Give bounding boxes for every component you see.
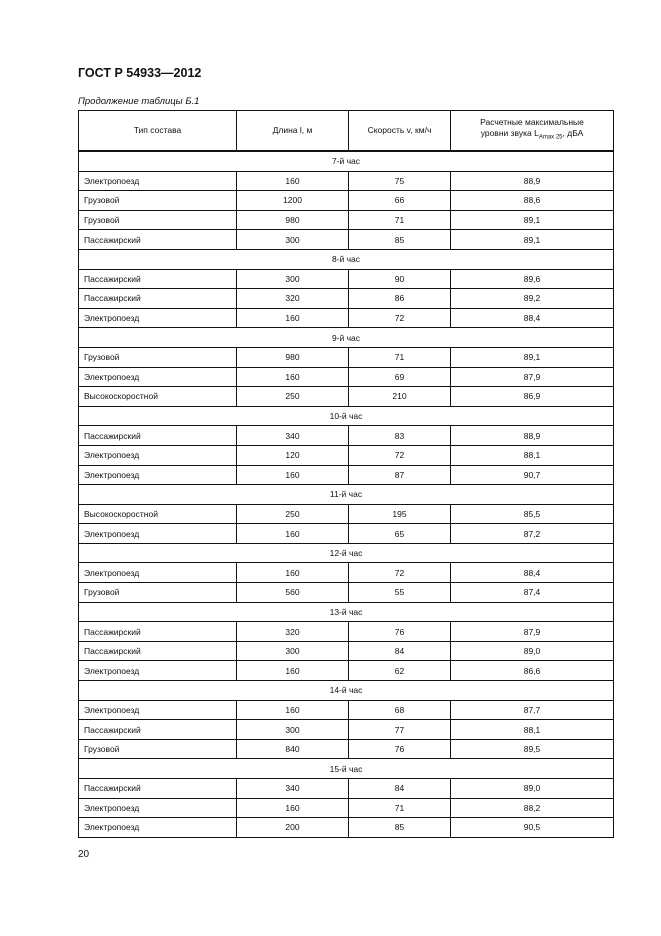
cell-type: Пассажирский: [79, 269, 237, 289]
cell-speed: 72: [349, 563, 451, 583]
cell-level: 89,6: [451, 269, 614, 289]
group-row: [79, 249, 614, 269]
table-row: [79, 269, 614, 289]
cell-type: Электропоезд: [79, 171, 237, 191]
table-row: [79, 387, 614, 407]
cell-level: 90,5: [451, 818, 614, 838]
group-label: 15-й час: [79, 759, 614, 779]
table-row: [79, 504, 614, 524]
table-row: [79, 230, 614, 250]
cell-length: 300: [237, 720, 349, 740]
cell-type: Пассажирский: [79, 779, 237, 799]
page-number: 20: [78, 849, 90, 860]
cell-length: 160: [237, 700, 349, 720]
cell-length: 160: [237, 524, 349, 544]
group-label: 13-й час: [79, 602, 614, 622]
cell-type: Электропоезд: [79, 445, 237, 465]
table-row: [79, 367, 614, 387]
cell-level: 89,0: [451, 641, 614, 661]
cell-type: Электропоезд: [79, 798, 237, 818]
cell-type: Грузовой: [79, 739, 237, 759]
cell-level: 88,4: [451, 563, 614, 583]
cell-length: 160: [237, 308, 349, 328]
cell-speed: 87: [349, 465, 451, 485]
group-label: 8-й час: [79, 249, 614, 269]
table-row: [79, 700, 614, 720]
cell-type: Высокоскоростной: [79, 504, 237, 524]
group-label: 14-й час: [79, 681, 614, 701]
group-row: [79, 328, 614, 348]
cell-length: 200: [237, 818, 349, 838]
cell-level: 89,2: [451, 289, 614, 309]
cell-length: 340: [237, 426, 349, 446]
cell-speed: 76: [349, 622, 451, 642]
cell-length: 160: [237, 661, 349, 681]
cell-type: Пассажирский: [79, 720, 237, 740]
cell-type: Пассажирский: [79, 230, 237, 250]
cell-type: Электропоезд: [79, 661, 237, 681]
cell-speed: 68: [349, 700, 451, 720]
table-row: [79, 191, 614, 211]
cell-level: 89,1: [451, 230, 614, 250]
cell-speed: 71: [349, 347, 451, 367]
table-header-row: [79, 111, 614, 152]
cell-speed: 85: [349, 230, 451, 250]
cell-speed: 85: [349, 818, 451, 838]
cell-speed: 76: [349, 739, 451, 759]
cell-speed: 195: [349, 504, 451, 524]
cell-length: 160: [237, 171, 349, 191]
cell-type: Электропоезд: [79, 308, 237, 328]
table-row: [79, 347, 614, 367]
cell-level: 86,6: [451, 661, 614, 681]
group-row: [79, 151, 614, 171]
cell-speed: 66: [349, 191, 451, 211]
table-row: [79, 289, 614, 309]
cell-type: Пассажирский: [79, 622, 237, 642]
cell-length: 980: [237, 347, 349, 367]
table-row: [79, 739, 614, 759]
cell-speed: 62: [349, 661, 451, 681]
cell-level: 89,5: [451, 739, 614, 759]
cell-length: 160: [237, 465, 349, 485]
cell-length: 300: [237, 230, 349, 250]
table-row: [79, 720, 614, 740]
cell-speed: 75: [349, 171, 451, 191]
cell-type: Грузовой: [79, 210, 237, 230]
cell-level: 85,5: [451, 504, 614, 524]
cell-speed: 83: [349, 426, 451, 446]
cell-level: 88,9: [451, 426, 614, 446]
cell-type: Грузовой: [79, 583, 237, 603]
cell-type: Пассажирский: [79, 289, 237, 309]
cell-level: 88,6: [451, 191, 614, 211]
cell-speed: 72: [349, 308, 451, 328]
cell-level: 89,0: [451, 779, 614, 799]
cell-type: Пассажирский: [79, 426, 237, 446]
table-row: [79, 210, 614, 230]
data-table: [78, 110, 614, 838]
table-row: [79, 445, 614, 465]
cell-length: 160: [237, 367, 349, 387]
header-length: Длина l, м: [237, 111, 349, 152]
cell-level: 87,9: [451, 622, 614, 642]
cell-length: 160: [237, 798, 349, 818]
group-label: 11-й час: [79, 485, 614, 505]
cell-speed: 69: [349, 367, 451, 387]
cell-speed: 55: [349, 583, 451, 603]
table-row: [79, 308, 614, 328]
table-row: [79, 818, 614, 838]
cell-type: Электропоезд: [79, 367, 237, 387]
cell-level: 88,4: [451, 308, 614, 328]
cell-length: 250: [237, 504, 349, 524]
cell-length: 320: [237, 622, 349, 642]
cell-level: 89,1: [451, 210, 614, 230]
table-row: [79, 563, 614, 583]
cell-type: Электропоезд: [79, 465, 237, 485]
table-row: [79, 524, 614, 544]
cell-length: 250: [237, 387, 349, 407]
cell-level: 87,4: [451, 583, 614, 603]
cell-length: 980: [237, 210, 349, 230]
cell-level: 87,2: [451, 524, 614, 544]
group-label: 9-й час: [79, 328, 614, 348]
group-row: [79, 759, 614, 779]
cell-type: Электропоезд: [79, 818, 237, 838]
document-title: ГОСТ Р 54933—2012: [78, 66, 202, 80]
header-speed: Скорость v, км/ч: [349, 111, 451, 152]
cell-length: 560: [237, 583, 349, 603]
table-row: [79, 426, 614, 446]
header-level: Расчетные максимальные уровни звука $L_{Amax 25}$, дБА: [451, 111, 614, 152]
table-row: [79, 583, 614, 603]
cell-speed: 71: [349, 210, 451, 230]
table-caption: Продолжение таблицы Б.1: [78, 96, 200, 107]
group-row: [79, 681, 614, 701]
table-row: [79, 171, 614, 191]
table-row: [79, 641, 614, 661]
cell-type: Высокоскоростной: [79, 387, 237, 407]
group-label: 10-й час: [79, 406, 614, 426]
cell-level: 87,9: [451, 367, 614, 387]
table-row: [79, 661, 614, 681]
cell-speed: 72: [349, 445, 451, 465]
cell-level: 88,2: [451, 798, 614, 818]
group-row: [79, 406, 614, 426]
cell-level: 87,7: [451, 700, 614, 720]
group-row: [79, 602, 614, 622]
group-label: 12-й час: [79, 543, 614, 563]
cell-length: 840: [237, 739, 349, 759]
cell-length: 340: [237, 779, 349, 799]
table-row: [79, 779, 614, 799]
table-row: [79, 622, 614, 642]
cell-type: Электропоезд: [79, 700, 237, 720]
cell-speed: 77: [349, 720, 451, 740]
group-row: [79, 485, 614, 505]
cell-type: Грузовой: [79, 347, 237, 367]
cell-type: Грузовой: [79, 191, 237, 211]
cell-type: Пассажирский: [79, 641, 237, 661]
table-row: [79, 465, 614, 485]
cell-level: 86,9: [451, 387, 614, 407]
cell-speed: 90: [349, 269, 451, 289]
cell-level: 89,1: [451, 347, 614, 367]
cell-type: Электропоезд: [79, 563, 237, 583]
cell-speed: 65: [349, 524, 451, 544]
group-label: 7-й час: [79, 151, 614, 171]
cell-length: 120: [237, 445, 349, 465]
header-type: Тип состава: [79, 111, 237, 152]
cell-speed: 210: [349, 387, 451, 407]
cell-speed: 84: [349, 641, 451, 661]
cell-level: 88,9: [451, 171, 614, 191]
table-row: [79, 798, 614, 818]
cell-level: 88,1: [451, 720, 614, 740]
cell-level: 88,1: [451, 445, 614, 465]
cell-speed: 86: [349, 289, 451, 309]
cell-speed: 84: [349, 779, 451, 799]
cell-type: Электропоезд: [79, 524, 237, 544]
cell-length: 320: [237, 289, 349, 309]
cell-length: 300: [237, 641, 349, 661]
cell-level: 90,7: [451, 465, 614, 485]
cell-length: 160: [237, 563, 349, 583]
cell-length: 1200: [237, 191, 349, 211]
cell-length: 300: [237, 269, 349, 289]
cell-speed: 71: [349, 798, 451, 818]
group-row: [79, 543, 614, 563]
